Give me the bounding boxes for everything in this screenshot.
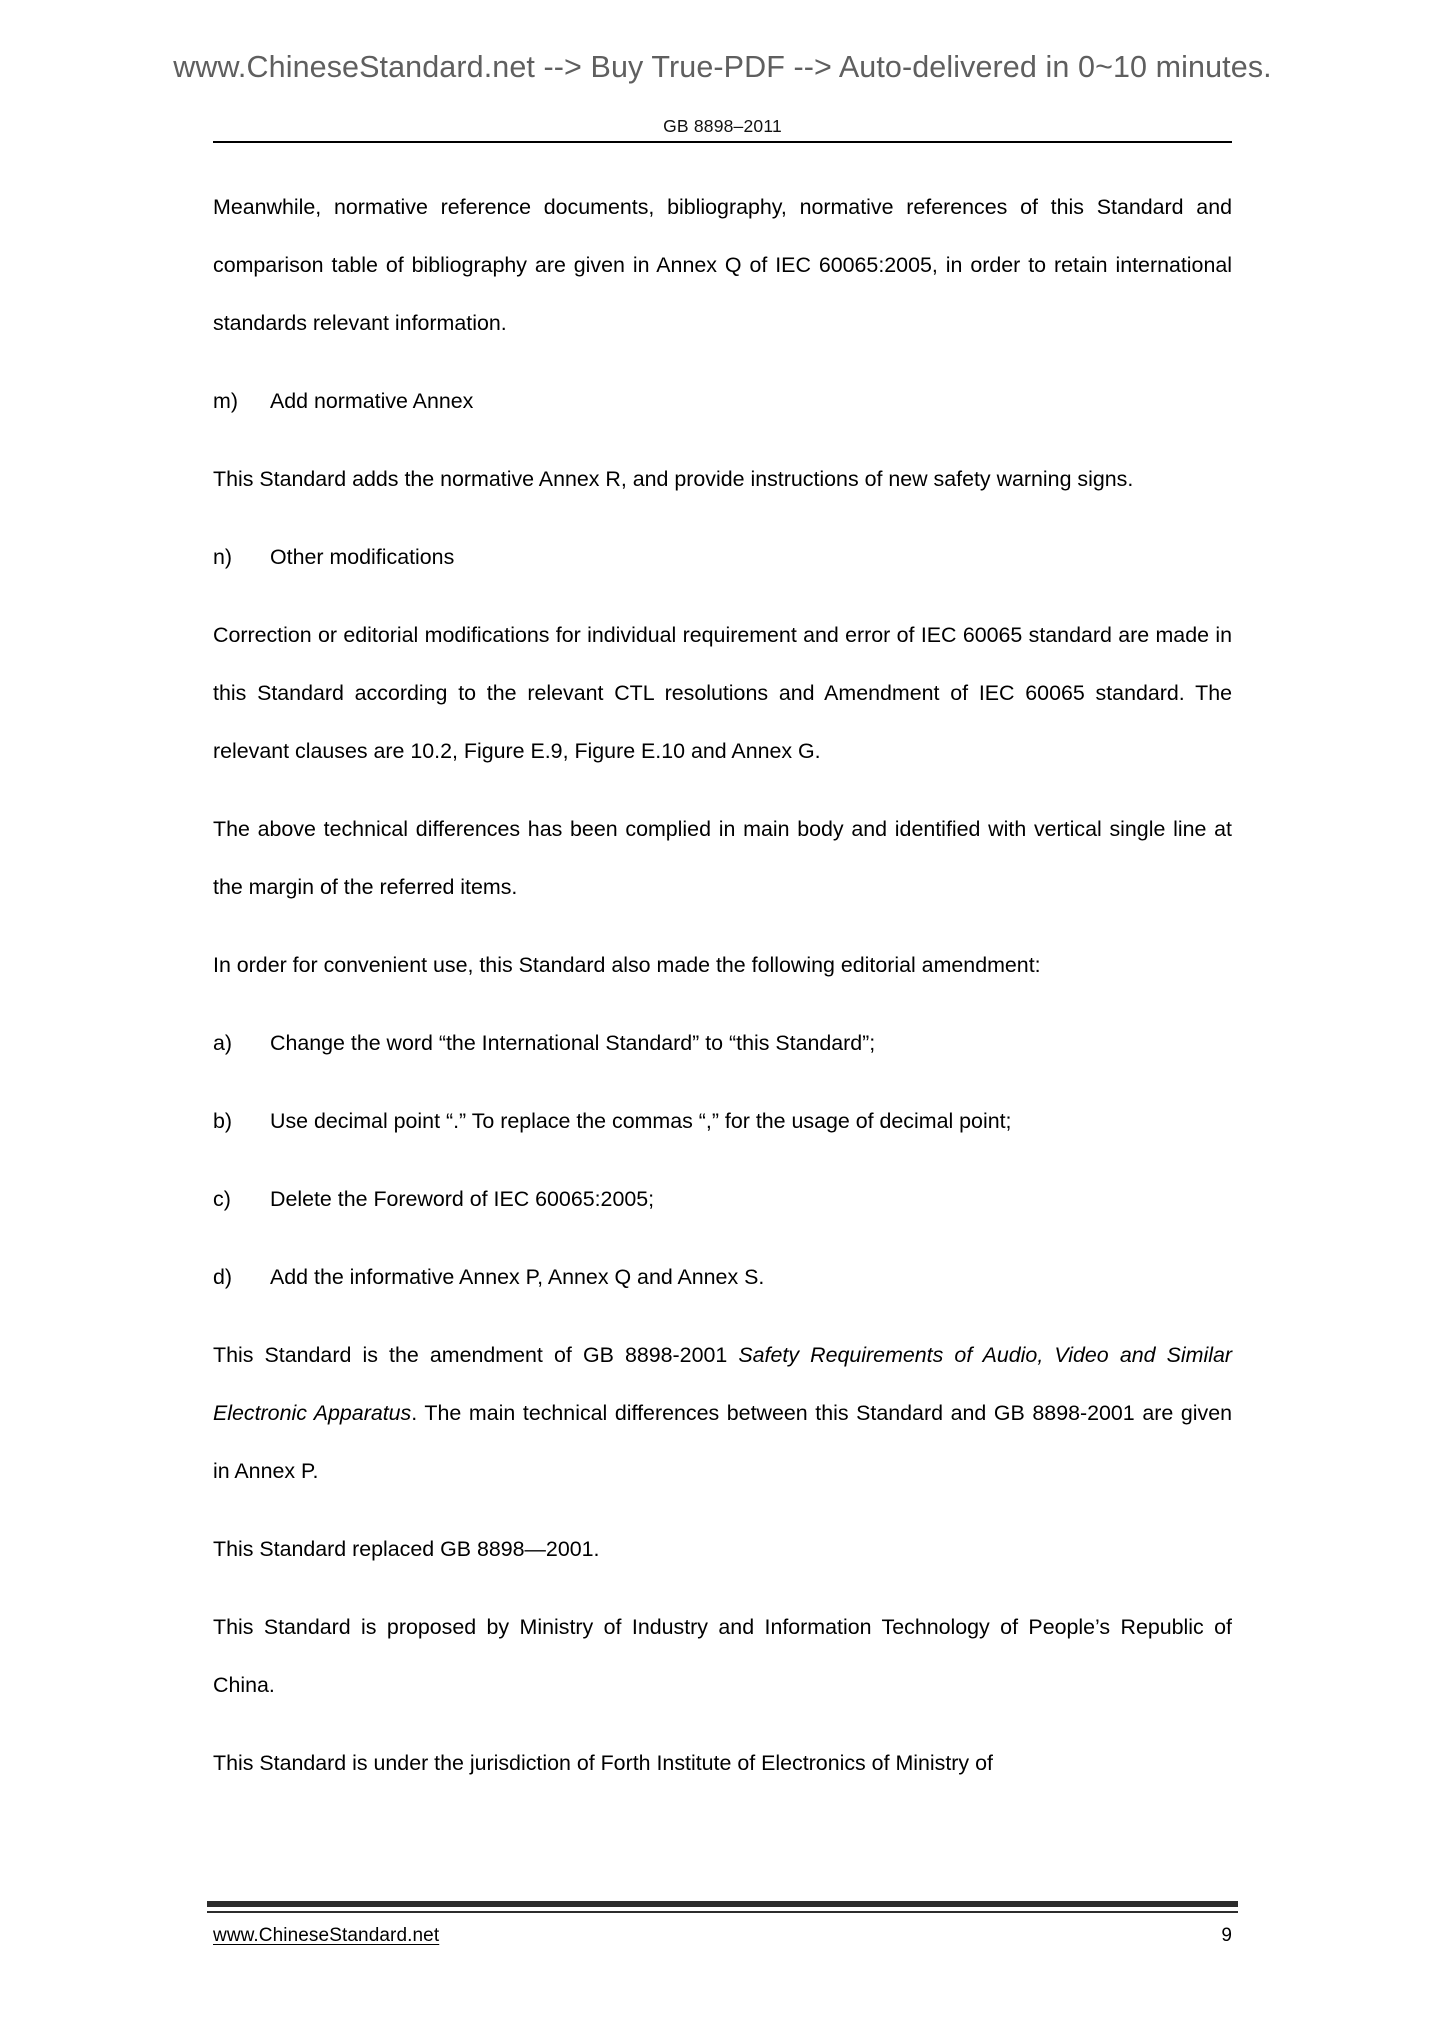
paragraph-jurisdiction: This Standard is under the jurisdiction of Forth Institute of Electronics of Ministry of bbox=[213, 1751, 993, 1775]
document-body bbox=[213, 178, 1232, 1812]
footer-site-link[interactable]: www.ChineseStandard.net bbox=[213, 1925, 440, 1946]
list-text-n: Other modifications bbox=[270, 545, 455, 569]
list-text-b: Use decimal point “.” To replace the commas “,” for the usage of decimal point; bbox=[270, 1109, 1012, 1133]
footer-rule-thin bbox=[207, 1911, 1238, 1913]
page-number: 9 bbox=[1221, 1925, 1232, 1946]
page-footer bbox=[213, 1925, 1232, 1947]
header-rule bbox=[213, 141, 1232, 143]
list-text-d: Add the informative Annex P, Annex Q and Annex S. bbox=[270, 1265, 765, 1289]
paragraph-technical-differences: The above technical differences has been complied in main body and identified with vertical single line at the margin of the referred items. bbox=[213, 817, 1232, 899]
list-marker-a: a) bbox=[213, 1031, 233, 1055]
standard-title-italic: Safety Requirements of Audio, Video and Similar Electronic Apparatus bbox=[213, 1343, 1232, 1425]
paragraph-corrections: Correction or editorial modifications for individual requirement and error of IEC 60065 standard are made in this Standard according to the relevant CTL resolutions and Amendment of IEC 60065 standard. The relevant clauses are 10.2, Figure E.9, Figure E.10 and Annex G. bbox=[213, 623, 1232, 763]
paragraph-amendment-of-gb8898-2001 bbox=[213, 1326, 1232, 1500]
footer-rule-thick bbox=[207, 1901, 1238, 1907]
list-text-c: Delete the Foreword of IEC 60065:2005; bbox=[270, 1187, 655, 1211]
list-item-c bbox=[213, 1170, 1232, 1228]
list-item-d bbox=[213, 1248, 1232, 1306]
paragraph-annex-r: This Standard adds the normative Annex R, and provide instructions of new safety warning signs. bbox=[213, 467, 1134, 491]
list-marker-c: c) bbox=[213, 1187, 231, 1211]
list-marker-b: b) bbox=[213, 1109, 233, 1133]
list-text-a: Change the word “the International Standard” to “this Standard”; bbox=[270, 1031, 876, 1055]
list-item-n bbox=[213, 528, 1232, 586]
running-head-standard-number: GB 8898–2011 bbox=[663, 116, 782, 136]
list-item-b bbox=[213, 1092, 1232, 1150]
watermark-banner: www.ChineseStandard.net --> Buy True-PDF --> Auto-delivered in 0~10 minutes. bbox=[173, 50, 1272, 84]
list-marker-n: n) bbox=[213, 545, 233, 569]
amendment-text-tail: . The main technical differences between this Standard and GB 8898-2001 are given in Annex P. bbox=[213, 1401, 1232, 1483]
list-item-m bbox=[213, 372, 1232, 430]
paragraph-replaced: This Standard replaced GB 8898—2001. bbox=[213, 1537, 600, 1561]
paragraph-meanwhile: Meanwhile, normative reference documents, bibliography, normative references of this Standard and comparison table of bibliography are given in Annex Q of IEC 60065:2005, in order to retain international standards relevant information. bbox=[213, 195, 1232, 335]
paragraph-editorial-amendment-intro: In order for convenient use, this Standard also made the following editorial amendment: bbox=[213, 953, 1041, 977]
list-marker-m: m) bbox=[213, 389, 238, 413]
list-text-m: Add normative Annex bbox=[270, 389, 474, 413]
paragraph-proposed-by: This Standard is proposed by Ministry of Industry and Information Technology of People’s Republic of China. bbox=[213, 1615, 1232, 1697]
list-item-a bbox=[213, 1014, 1232, 1072]
amendment-text-lead: This Standard is the amendment of GB 8898-2001 bbox=[213, 1343, 739, 1367]
list-marker-d: d) bbox=[213, 1265, 233, 1289]
